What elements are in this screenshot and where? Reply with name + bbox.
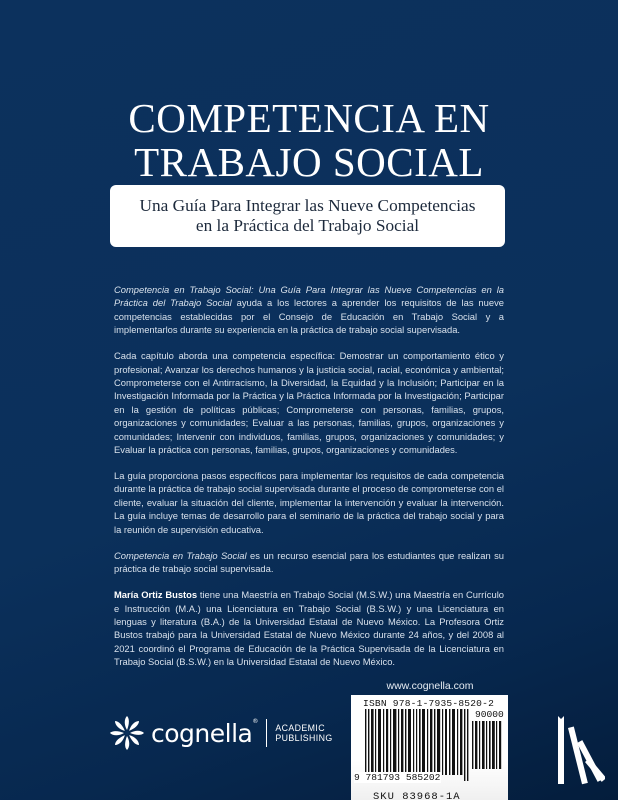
publisher-logo (109, 711, 333, 755)
sku-text: SKU 83968-1A (373, 791, 461, 800)
author-bio: María Ortiz Bustos tiene una Maestría en Trabajo Social (M.S.W.) una Maestría en Currículo e Instrucción (M.A.) una Licenciatura en Trabajo Social (B.S.W.) y una Licenciatura en lenguas y literatura (B.A.) de la Universidad Estatal de Nuevo México. La Profesora Ortiz Bustos trabajó para la Universidad Estatal de Nuevo México durante 24 años, y del 2008 al 2021 coordinó el Programa de Educación de la Práctica Supervisada de la Licenciatura en Trabajo Social (B.S.W.) en la Universidad Estatal de Nuevo México. (114, 589, 504, 668)
isbn-text: ISBN 978-1-7935-8520-2 (363, 698, 495, 709)
price-code: 90000 (475, 709, 504, 720)
description-paragraph-4: Competencia en Trabajo Social es un recurso esencial para los estudiantes que realizan su práctica de trabajo social supervisada. (114, 549, 504, 575)
logo-divider (266, 719, 268, 747)
ean-barcode (365, 709, 469, 781)
description-paragraph-1: Competencia en Trabajo Social: Una Guía Para Integrar las Nueve Competencias en la Práctica del Trabajo Social ayuda a los lectores a aprender los requisitos de las nueve competencias establecidas por el Consejo de Educación en Trabajo Social y a implementarlos durante su experiencia en la práctica de trabajo social supervisada. (114, 284, 504, 336)
book-title (0, 96, 618, 184)
barcode-label (351, 695, 508, 800)
subtitle-line-2: en la Práctica del Trabajo Social (195, 216, 420, 235)
publisher-tagline: ACADEMIC PUBLISHING (275, 723, 333, 743)
book-title-italic: Competencia en Trabajo Social: Una Guía Para Integrar las Nueve Competencias en la Práctica del Trabajo Social (114, 284, 504, 309)
title-line-1: COMPETENCIA EN (128, 95, 490, 141)
addon-barcode (472, 721, 502, 769)
description (114, 283, 504, 681)
book-title-italic: Competencia en Trabajo Social (114, 549, 247, 561)
description-paragraph-3: La guía proporciona pasos específicos para implementar los requisitos de cada competencia durante la práctica de trabajo social supervisada durante el proceso de comprometerse con el cliente, evaluar la situación del cliente, implementar la intervención y evaluar la intervención. La guía incluye temas de desarrollo para el seminario de la práctica del trabajo social y para la reunión de supervisión educativa. (114, 470, 504, 535)
cognella-flower-icon (109, 715, 145, 751)
author-name: María Ortiz Bustos (114, 589, 198, 601)
subtitle-box (110, 185, 505, 247)
publisher-wordmark: cognella® (151, 717, 258, 748)
publisher-url: www.cognella.com (386, 680, 474, 692)
ean-number: 9 781793 585202 (354, 772, 441, 783)
description-paragraph-2: Cada capítulo aborda una competencia específica: Demostrar un comportamiento ético y profesional; Avanzar los derechos humanos y la justicia social, racial, económica y ambiental; Comprometerse con el Antirracismo, la Diversidad, la Equidad y la Inclusión; Participar en la Investigación Informada por la Práctica y la Práctica Informada por la Investigación; Participar en la gestión de políticas públicas; Comprometerse con personas, familias, grupos, organizaciones y comunidades; Evaluar a las personas, familias, grupos, organizaciones y comunidades; Intervenir con individuos, familias, grupos, organizaciones y comunidades; y Evaluar la práctica con personas, familias, grupos, organizaciones y comunidades. (114, 350, 504, 456)
subtitle-line-1: Una Guía Para Integrar las Nueve Competencias (139, 196, 476, 215)
title-line-2: TRABAJO SOCIAL (134, 139, 484, 185)
books-icon (555, 716, 605, 786)
